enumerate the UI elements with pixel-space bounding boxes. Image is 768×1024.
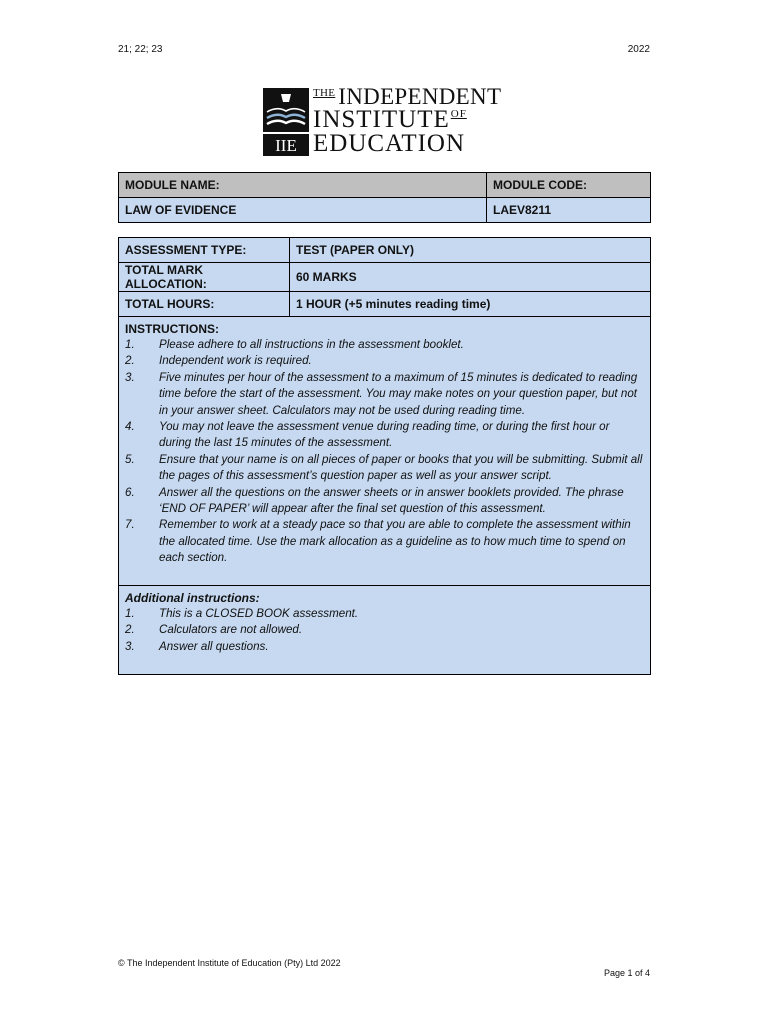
module-name-value: LAW OF EVIDENCE xyxy=(119,198,487,223)
list-item: 3. Five minutes per hour of the assessment to a maximum of 15 minutes is dedicated to reading time before the start of the assessment. You may make notes on your question paper, but not in your answer sheet. Calculators may not be used during reading time. xyxy=(125,370,638,417)
list-item: 6. Answer all the questions on the answer sheets or in answer booklets provided. The phrase ‘END OF PAPER’ will appear after the final set question of this assessment. xyxy=(125,485,624,516)
module-code-value: LAEV8211 xyxy=(487,198,651,223)
total-marks-value: 60 MARKS xyxy=(290,263,651,292)
list-item: 4. You may not leave the assessment venue during reading time, or during the first hour or during the last 15 minutes of the assessment. xyxy=(125,420,610,450)
logo-line3: EDUCATION xyxy=(313,130,466,157)
total-hours-label: TOTAL HOURS: xyxy=(119,292,290,317)
module-name-label: MODULE NAME: xyxy=(119,173,487,198)
instructions-title: INSTRUCTIONS: xyxy=(125,322,219,336)
list-item: 1. This is a CLOSED BOOK assessment. xyxy=(125,607,359,620)
footer-page-number: Page 1 of 4 xyxy=(603,968,650,978)
header-year: 2022 xyxy=(627,44,650,55)
additional-instructions-list xyxy=(125,606,644,655)
total-marks-label: TOTAL MARK ALLOCATION: xyxy=(119,263,290,292)
assessment-type-value: TEST (PAPER ONLY) xyxy=(290,238,651,263)
instructions-block xyxy=(119,317,651,586)
list-item: 2. Calculators are not allowed. xyxy=(125,623,303,637)
logo-mark-text: IIE xyxy=(275,136,297,155)
assessment-type-label: ASSESSMENT TYPE: xyxy=(119,238,290,263)
list-item: 1. Please adhere to all instructions in the assessment booklet. xyxy=(125,338,464,351)
logo-of: OF xyxy=(450,108,467,120)
logo-line2: INSTITUTE xyxy=(313,106,450,133)
iie-logo xyxy=(263,84,505,160)
total-hours-value: 1 HOUR (+5 minutes reading time) xyxy=(290,292,651,317)
list-item: 2. Independent work is required. xyxy=(125,354,312,368)
logo-line1: INDEPENDENT xyxy=(338,84,502,109)
additional-instructions-title: Additional instructions: xyxy=(125,591,260,605)
module-table xyxy=(118,172,651,223)
module-code-label: MODULE CODE: xyxy=(487,173,651,198)
additional-instructions-block xyxy=(119,586,651,675)
instructions-list xyxy=(125,337,644,567)
list-item: 5. Ensure that your name is on all pieces of paper or books that you will be submitting. Submit all the pages of this assessment’s question paper as well as your answer script. xyxy=(125,452,643,483)
list-item: 7. Remember to work at a steady pace so that you are able to complete the assessment within the allocated time. Use the mark allocation as a guideline as to how much time to spend on each section. xyxy=(125,518,631,565)
iie-book-icon xyxy=(263,88,309,156)
header-left-text: 21; 22; 23 xyxy=(118,44,163,55)
logo-the: THE xyxy=(313,87,336,99)
list-item: 3. Answer all questions. xyxy=(125,639,269,653)
footer-copyright: © The Independent Institute of Education (Pty) Ltd 2022 xyxy=(118,958,341,968)
assessment-table xyxy=(118,237,651,675)
